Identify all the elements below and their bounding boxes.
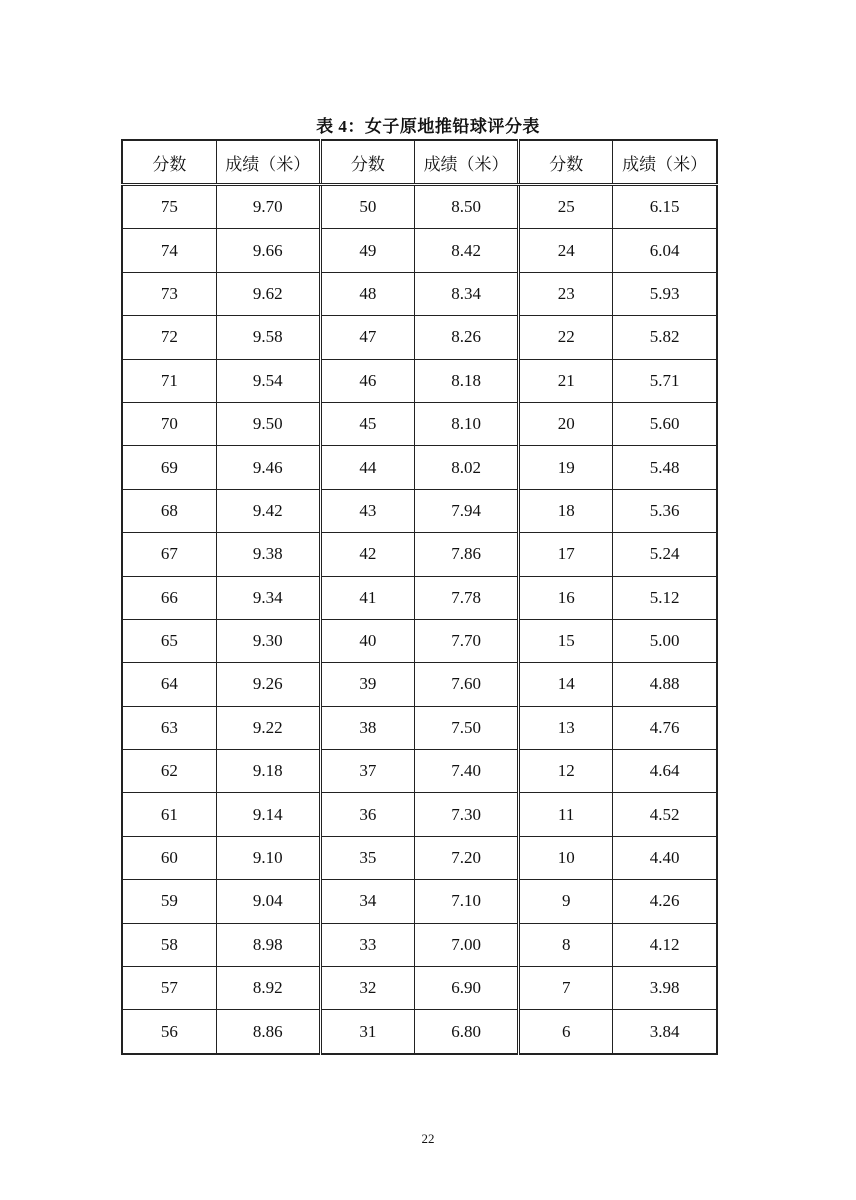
result-cell: 5.12 <box>613 576 717 619</box>
result-cell: 5.24 <box>613 533 717 576</box>
table-row <box>122 836 717 879</box>
result-cell: 8.10 <box>414 402 518 445</box>
score-cell: 46 <box>320 359 414 402</box>
table-row <box>122 923 717 966</box>
result-cell: 9.38 <box>216 533 320 576</box>
result-cell: 9.46 <box>216 446 320 489</box>
result-cell: 4.12 <box>613 923 717 966</box>
result-cell: 7.86 <box>414 533 518 576</box>
score-cell: 34 <box>320 880 414 923</box>
result-cell: 7.50 <box>414 706 518 749</box>
score-cell: 43 <box>320 489 414 532</box>
header-result-1: 成绩（米） <box>216 140 320 185</box>
score-cell: 24 <box>519 229 613 272</box>
score-cell: 58 <box>122 923 216 966</box>
score-cell: 67 <box>122 533 216 576</box>
score-cell: 36 <box>320 793 414 836</box>
table-row <box>122 750 717 793</box>
score-cell: 61 <box>122 793 216 836</box>
score-cell: 10 <box>519 836 613 879</box>
result-cell: 9.18 <box>216 750 320 793</box>
result-cell: 5.82 <box>613 316 717 359</box>
score-cell: 14 <box>519 663 613 706</box>
result-cell: 9.14 <box>216 793 320 836</box>
result-cell: 5.71 <box>613 359 717 402</box>
table-row <box>122 533 717 576</box>
score-cell: 41 <box>320 576 414 619</box>
result-cell: 7.40 <box>414 750 518 793</box>
table-row <box>122 446 717 489</box>
result-cell: 8.02 <box>414 446 518 489</box>
result-cell: 5.93 <box>613 272 717 315</box>
result-cell: 9.30 <box>216 619 320 662</box>
result-cell: 9.66 <box>216 229 320 272</box>
score-cell: 16 <box>519 576 613 619</box>
header-score-1: 分数 <box>122 140 216 185</box>
result-cell: 8.18 <box>414 359 518 402</box>
result-cell: 7.70 <box>414 619 518 662</box>
score-cell: 6 <box>519 1010 613 1054</box>
table-row <box>122 1010 717 1054</box>
score-cell: 8 <box>519 923 613 966</box>
result-cell: 8.92 <box>216 967 320 1010</box>
score-cell: 50 <box>320 185 414 229</box>
result-cell: 9.62 <box>216 272 320 315</box>
score-cell: 47 <box>320 316 414 359</box>
result-cell: 8.42 <box>414 229 518 272</box>
score-cell: 15 <box>519 619 613 662</box>
result-cell: 9.58 <box>216 316 320 359</box>
score-cell: 37 <box>320 750 414 793</box>
table-row <box>122 402 717 445</box>
table-row <box>122 229 717 272</box>
score-cell: 25 <box>519 185 613 229</box>
score-cell: 75 <box>122 185 216 229</box>
score-cell: 45 <box>320 402 414 445</box>
result-cell: 6.80 <box>414 1010 518 1054</box>
table-row <box>122 619 717 662</box>
result-cell: 8.26 <box>414 316 518 359</box>
score-cell: 31 <box>320 1010 414 1054</box>
score-cell: 9 <box>519 880 613 923</box>
result-cell: 5.60 <box>613 402 717 445</box>
result-cell: 7.78 <box>414 576 518 619</box>
score-cell: 42 <box>320 533 414 576</box>
score-cell: 20 <box>519 402 613 445</box>
table-row <box>122 185 717 229</box>
table-row <box>122 967 717 1010</box>
result-cell: 3.84 <box>613 1010 717 1054</box>
result-cell: 7.20 <box>414 836 518 879</box>
table-row <box>122 576 717 619</box>
score-cell: 48 <box>320 272 414 315</box>
header-score-2: 分数 <box>320 140 414 185</box>
score-cell: 63 <box>122 706 216 749</box>
score-cell: 60 <box>122 836 216 879</box>
result-cell: 9.54 <box>216 359 320 402</box>
table-row <box>122 706 717 749</box>
score-cell: 39 <box>320 663 414 706</box>
result-cell: 9.10 <box>216 836 320 879</box>
score-cell: 23 <box>519 272 613 315</box>
score-cell: 65 <box>122 619 216 662</box>
score-cell: 74 <box>122 229 216 272</box>
result-cell: 7.30 <box>414 793 518 836</box>
result-cell: 7.10 <box>414 880 518 923</box>
score-cell: 22 <box>519 316 613 359</box>
result-cell: 9.34 <box>216 576 320 619</box>
score-cell: 71 <box>122 359 216 402</box>
result-cell: 6.90 <box>414 967 518 1010</box>
header-result-3: 成绩（米） <box>613 140 717 185</box>
score-cell: 49 <box>320 229 414 272</box>
result-cell: 8.34 <box>414 272 518 315</box>
result-cell: 4.40 <box>613 836 717 879</box>
table-row <box>122 316 717 359</box>
score-cell: 69 <box>122 446 216 489</box>
result-cell: 9.04 <box>216 880 320 923</box>
score-cell: 66 <box>122 576 216 619</box>
page-number: 22 <box>421 1131 435 1146</box>
score-cell: 73 <box>122 272 216 315</box>
table-row <box>122 272 717 315</box>
table-row <box>122 880 717 923</box>
result-cell: 4.52 <box>613 793 717 836</box>
table-row <box>122 793 717 836</box>
result-cell: 4.64 <box>613 750 717 793</box>
table-row <box>122 489 717 532</box>
score-cell: 32 <box>320 967 414 1010</box>
score-cell: 59 <box>122 880 216 923</box>
header-result-2: 成绩（米） <box>414 140 518 185</box>
score-cell: 40 <box>320 619 414 662</box>
table-row <box>122 359 717 402</box>
score-cell: 18 <box>519 489 613 532</box>
result-cell: 9.50 <box>216 402 320 445</box>
score-cell: 12 <box>519 750 613 793</box>
score-cell: 35 <box>320 836 414 879</box>
table-row <box>122 663 717 706</box>
score-cell: 56 <box>122 1010 216 1054</box>
score-cell: 70 <box>122 402 216 445</box>
score-cell: 33 <box>320 923 414 966</box>
score-table <box>121 139 718 1055</box>
result-cell: 8.50 <box>414 185 518 229</box>
result-cell: 9.26 <box>216 663 320 706</box>
table-body <box>122 140 717 1054</box>
score-cell: 44 <box>320 446 414 489</box>
result-cell: 9.22 <box>216 706 320 749</box>
result-cell: 5.36 <box>613 489 717 532</box>
score-cell: 64 <box>122 663 216 706</box>
result-cell: 7.60 <box>414 663 518 706</box>
result-cell: 4.26 <box>613 880 717 923</box>
score-cell: 19 <box>519 446 613 489</box>
score-cell: 13 <box>519 706 613 749</box>
table-title: 表 4：女子原地推铅球评分表 <box>316 117 540 136</box>
score-cell: 7 <box>519 967 613 1010</box>
score-cell: 62 <box>122 750 216 793</box>
result-cell: 3.98 <box>613 967 717 1010</box>
score-cell: 38 <box>320 706 414 749</box>
score-cell: 72 <box>122 316 216 359</box>
score-cell: 57 <box>122 967 216 1010</box>
result-cell: 5.48 <box>613 446 717 489</box>
table-header-row <box>122 140 717 185</box>
result-cell: 8.98 <box>216 923 320 966</box>
result-cell: 6.04 <box>613 229 717 272</box>
result-cell: 9.42 <box>216 489 320 532</box>
result-cell: 5.00 <box>613 619 717 662</box>
score-cell: 11 <box>519 793 613 836</box>
score-cell: 21 <box>519 359 613 402</box>
score-cell: 17 <box>519 533 613 576</box>
header-score-3: 分数 <box>519 140 613 185</box>
result-cell: 4.88 <box>613 663 717 706</box>
result-cell: 8.86 <box>216 1010 320 1054</box>
score-cell: 68 <box>122 489 216 532</box>
result-cell: 9.70 <box>216 185 320 229</box>
result-cell: 7.94 <box>414 489 518 532</box>
result-cell: 7.00 <box>414 923 518 966</box>
result-cell: 6.15 <box>613 185 717 229</box>
result-cell: 4.76 <box>613 706 717 749</box>
